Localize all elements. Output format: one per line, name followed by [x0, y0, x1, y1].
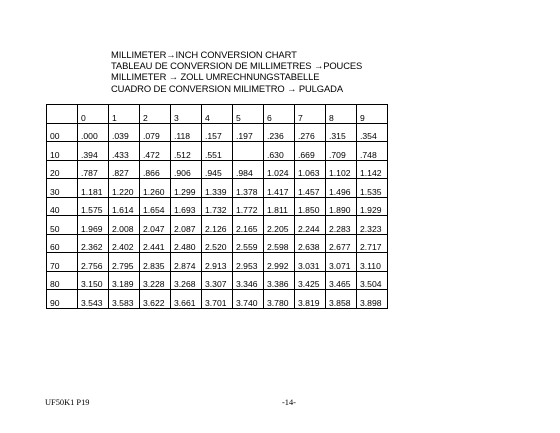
table-cell: 3.071: [326, 253, 357, 272]
column-header: 1: [109, 105, 140, 124]
table-cell: 1.929: [357, 197, 388, 216]
table-cell: .157: [202, 123, 233, 142]
table-cell: 2.874: [171, 253, 202, 272]
table-cell: 2.598: [264, 234, 295, 253]
table-cell: .866: [140, 160, 171, 179]
table-cell: .433: [109, 142, 140, 161]
table-cell: .551: [202, 142, 233, 161]
table-cell: 3.425: [295, 271, 326, 290]
footer-doc-code: UF50K1 P19: [45, 398, 90, 407]
table-cell: 1.535: [357, 179, 388, 198]
table-cell: .079: [140, 123, 171, 142]
table-cell: 3.268: [171, 271, 202, 290]
column-header: 3: [171, 105, 202, 124]
table-cell: 3.661: [171, 290, 202, 309]
column-header: 4: [202, 105, 233, 124]
row-header: 40: [47, 197, 78, 216]
table-cell: 1.890: [326, 197, 357, 216]
table-cell: 2.087: [171, 216, 202, 235]
table-row: [47, 123, 388, 142]
table-cell: 2.756: [78, 253, 109, 272]
table-cell: 2.283: [326, 216, 357, 235]
column-header: 6: [264, 105, 295, 124]
table-cell: [233, 142, 264, 161]
table-cell: .000: [78, 123, 109, 142]
table-cell: 1.181: [78, 179, 109, 198]
table-cell: 2.165: [233, 216, 264, 235]
table-cell: 3.780: [264, 290, 295, 309]
table-cell: 3.504: [357, 271, 388, 290]
table-cell: .630: [264, 142, 295, 161]
column-header: 9: [357, 105, 388, 124]
table-cell: .197: [233, 123, 264, 142]
table-cell: .709: [326, 142, 357, 161]
row-header: 10: [47, 142, 78, 161]
table-cell: .945: [202, 160, 233, 179]
row-header: 30: [47, 179, 78, 198]
table-cell: 2.441: [140, 234, 171, 253]
table-cell: 1.496: [326, 179, 357, 198]
table-cell: 3.386: [264, 271, 295, 290]
table-cell: .748: [357, 142, 388, 161]
table-cell: 2.323: [357, 216, 388, 235]
table-cell: .236: [264, 123, 295, 142]
row-header: 80: [47, 271, 78, 290]
table-cell: 1.575: [78, 197, 109, 216]
header-row: [47, 105, 388, 124]
table-cell: 1.142: [357, 160, 388, 179]
conversion-table-body: [47, 105, 388, 309]
table-cell: 1.339: [202, 179, 233, 198]
table-cell: 2.205: [264, 216, 295, 235]
table-cell: 2.835: [140, 253, 171, 272]
table-cell: 1.850: [295, 197, 326, 216]
table-cell: .118: [171, 123, 202, 142]
conversion-table: [46, 104, 388, 309]
table-cell: 1.220: [109, 179, 140, 198]
table-cell: 1.811: [264, 197, 295, 216]
table-row: [47, 142, 388, 161]
table-cell: .472: [140, 142, 171, 161]
table-cell: 2.717: [357, 234, 388, 253]
table-cell: 3.189: [109, 271, 140, 290]
table-cell: 3.622: [140, 290, 171, 309]
table-cell: .827: [109, 160, 140, 179]
title-german: MILLIMETER → ZOLL UMRECHNUNGSTABELLE: [111, 71, 320, 83]
table-cell: .984: [233, 160, 264, 179]
table-cell: 1.417: [264, 179, 295, 198]
table-cell: 2.047: [140, 216, 171, 235]
table-cell: 2.520: [202, 234, 233, 253]
table-cell: 3.307: [202, 271, 233, 290]
table-cell: .669: [295, 142, 326, 161]
row-header: 00: [47, 123, 78, 142]
title-french: TABLEAU DE CONVERSION DE MILLIMETRES →POUCES: [111, 60, 363, 72]
column-header: 8: [326, 105, 357, 124]
table-cell: 2.244: [295, 216, 326, 235]
row-header: 90: [47, 290, 78, 309]
table-cell: 3.150: [78, 271, 109, 290]
table-cell: .354: [357, 123, 388, 142]
table-cell: .394: [78, 142, 109, 161]
column-header: 5: [233, 105, 264, 124]
table-cell: 2.559: [233, 234, 264, 253]
table-cell: 1.299: [171, 179, 202, 198]
table-cell: 1.457: [295, 179, 326, 198]
table-cell: 3.858: [326, 290, 357, 309]
table-cell: 1.378: [233, 179, 264, 198]
table-cell: 2.126: [202, 216, 233, 235]
footer-page-number: -14-: [282, 398, 296, 407]
table-cell: 1.772: [233, 197, 264, 216]
column-header: 0: [78, 105, 109, 124]
table-row: [47, 160, 388, 179]
table-cell: 3.031: [295, 253, 326, 272]
table-cell: 3.819: [295, 290, 326, 309]
column-header: 7: [295, 105, 326, 124]
table-cell: 3.898: [357, 290, 388, 309]
table-cell: 2.913: [202, 253, 233, 272]
title-spanish: CUADRO DE CONVERSION MILIMETRO → PULGADA: [111, 82, 343, 94]
table-cell: 2.008: [109, 216, 140, 235]
table-cell: 1.614: [109, 197, 140, 216]
table-cell: 3.228: [140, 271, 171, 290]
table-cell: 1.260: [140, 179, 171, 198]
table-cell: 1.693: [171, 197, 202, 216]
row-header: 20: [47, 160, 78, 179]
row-header: 60: [47, 234, 78, 253]
row-header: 50: [47, 216, 78, 235]
table-cell: .315: [326, 123, 357, 142]
table-row: [47, 290, 388, 309]
table-cell: .906: [171, 160, 202, 179]
table-cell: 1.102: [326, 160, 357, 179]
table-row: [47, 179, 388, 198]
header-corner-cell: [47, 105, 78, 124]
table-cell: 3.740: [233, 290, 264, 309]
table-cell: 1.732: [202, 197, 233, 216]
table-cell: 3.346: [233, 271, 264, 290]
column-header: 2: [140, 105, 171, 124]
table-row: [47, 234, 388, 253]
table-cell: 1.969: [78, 216, 109, 235]
table-cell: 3.583: [109, 290, 140, 309]
table-cell: .787: [78, 160, 109, 179]
table-cell: 3.543: [78, 290, 109, 309]
table-cell: 3.701: [202, 290, 233, 309]
table-cell: 2.402: [109, 234, 140, 253]
table-cell: 2.480: [171, 234, 202, 253]
table-cell: 2.953: [233, 253, 264, 272]
table-cell: 1.024: [264, 160, 295, 179]
row-header: 70: [47, 253, 78, 272]
table-cell: 3.465: [326, 271, 357, 290]
table-cell: 2.638: [295, 234, 326, 253]
table-cell: .039: [109, 123, 140, 142]
table-cell: .512: [171, 142, 202, 161]
table-cell: 3.110: [357, 253, 388, 272]
table-cell: 1.063: [295, 160, 326, 179]
chart-titles: [111, 49, 362, 94]
table-row: [47, 271, 388, 290]
table-row: [47, 216, 388, 235]
title-english: MILLIMETER→INCH CONVERSION CHART: [111, 49, 297, 60]
table-cell: 2.992: [264, 253, 295, 272]
table-cell: 2.677: [326, 234, 357, 253]
table-cell: 1.654: [140, 197, 171, 216]
table-row: [47, 253, 388, 272]
table-row: [47, 197, 388, 216]
table-cell: 2.362: [78, 234, 109, 253]
table-cell: .276: [295, 123, 326, 142]
table-cell: 2.795: [109, 253, 140, 272]
